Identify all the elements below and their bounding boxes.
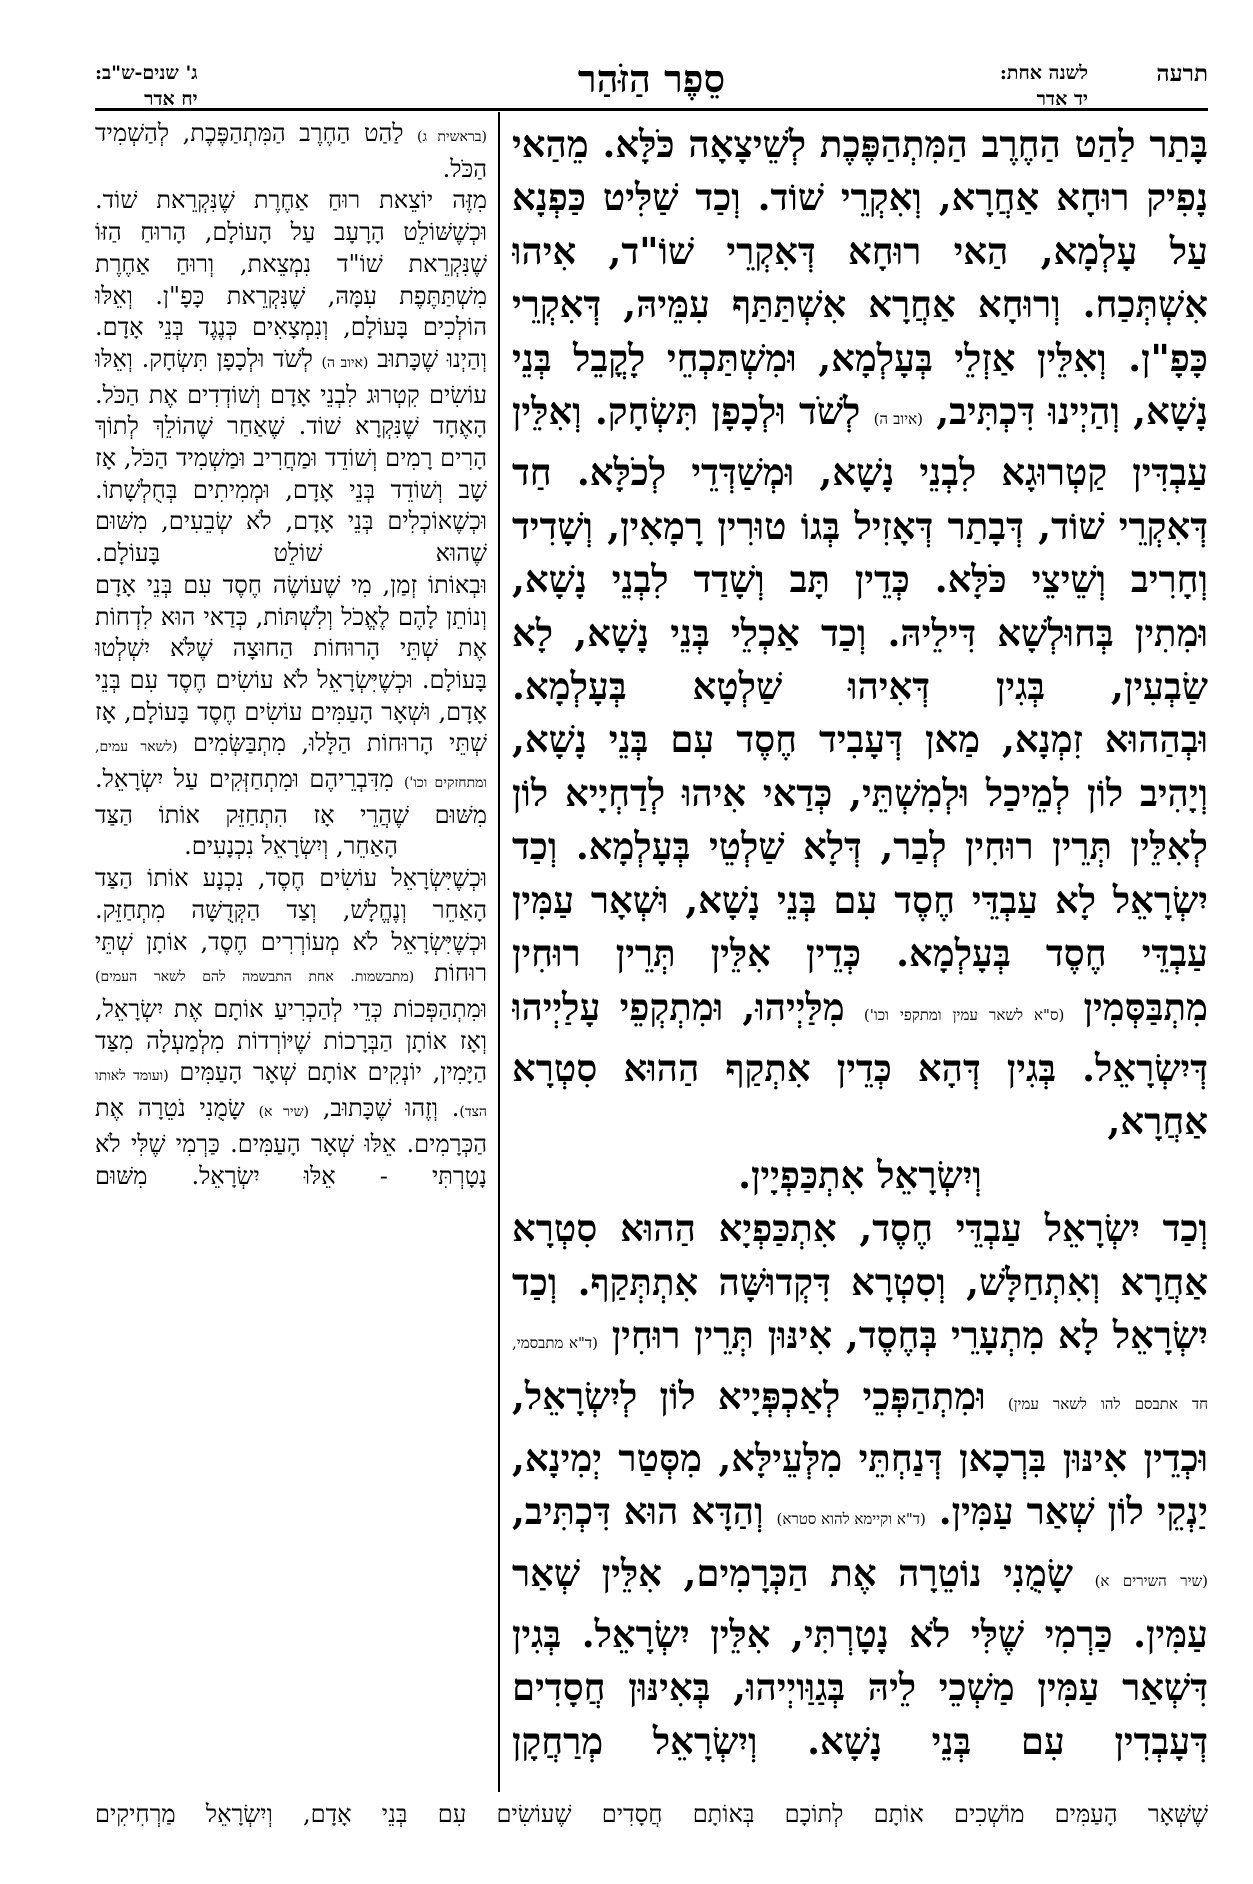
cycle-study-block <box>95 60 198 112</box>
column-divider <box>498 112 500 1792</box>
translation-continuation-line: שֶׁשְּׁאָר הָעַמִּים מוֹשְׁכִים אוֹתָם לְתוֹכָם בְּאוֹתָם חֲסָדִים שֶׁעוֹשִׂים עִם בְּנֵי אָדָם, וְיִשְׂרָאֵל מַרְחִיקִים <box>95 1800 1208 1828</box>
daily-study-label: לשנה אחת: <box>999 62 1088 84</box>
source-reference: (מתבשמות. אחת התבשמה להם לשאר העמים) <box>95 969 415 986</box>
page-header <box>95 56 1208 112</box>
hebrew-paragraph: (בראשית ג) לַהַט הַחֶרֶב הַמִּתְהַפֶּכֶת, לְהַשְׁמִיד הַכֹּל. <box>95 119 487 183</box>
hebrew-paragraph: מִזֶּה יוֹצֵאת רוּחַ אַחֶרֶת שֶׁנִּקְרֵאת שׁוֹד. וּכְשֶׁשּׁוֹלֵט הָרָעָב עַל הָעוֹלָם, הָרוּחַ הַזּוֹ שֶׁנִּקְרֵאת שׁוֹ"ד נִמְצֵאת, וְרוּחַ אַחֶרֶת מִשְׁתַּתֶּפֶת עִמָּהּ, שֶׁנִּקְרֵאת כָּפָ"ן. וְאֵלּוּ הוֹלְכִים בָּעוֹלָם, וְנִמְצָאִים כְּנֶגֶד בְּנֵי אָדָם. וְהַיְנוּ שֶׁכָּתוּב (איוב ה) לְשֹׁד וּלְכָפָן תִּשְׂחָק. וְאֵלּוּ עוֹשִׂים קִטְרוּג לִבְנֵי אָדָם וְשׁוֹדְדִים אֶת הַכֹּל. הָאֶחָד שֶׁנִּקְרָא שׁוֹד. שֶׁאַחַר שֶׁהוֹלֵךְ לְתוֹךְ הָרִים רָמִים וְשׁוֹדֵד וּמַחֲרִיב וּמַשְׁמִיד הַכֹּל, אָז שָׁב וְשׁוֹדֵד בְּנֵי אָדָם, וּמְמִיתִים בְּחֻלְשָׁתוֹ. וּכְשֶׁאוֹכְלִים בְּנֵי אָדָם, לֹא שְׂבֵעִים, מִשּׁוּם שֶׁהוּא שׁוֹלֵט בָּעוֹלָם. <box>95 186 487 568</box>
source-reference: (ועומד לאותו הצד) <box>95 1068 487 1121</box>
source-reference: (בראשית ג) <box>416 129 487 145</box>
source-reference: (ד"א מתבסמי, חד אתבסם להו לשאר עמין) <box>512 1333 1208 1414</box>
aramaic-main-column <box>512 118 1208 1798</box>
page-number: תרעה <box>1156 60 1208 87</box>
aramaic-paragraph: וְכַד יִשְׂרָאֵל עַבְדֵּי חֶסֶד, אִתְכַּפְיָא הַהוּא סִטְרָא אַחֲרָא וְאִתְחַלָּשׁ, וְסִטְרָא דִּקְדוּשָּׁה אִתְתְּקַף. וְכַד יִשְׂרָאֵל לָא מִתְעָרֵי בְּחֶסֶד, אִינּוּן תְּרֵין רוּחִין (ד"א מתבסמי, חד אתבסם להו לשאר עמין) וּמִתְהַפְּכֵי לְאַכְפְּיָיא לוֹן לְיִשְׂרָאֵל, וּכְדֵין אִינּוּן בִּרְכָאן דְּנַחְתֵּי מִלְּעֵילָּא, מִסְּטַר יְמִינָא, יַנְקֵי לוֹן שְׁאַר עַמִּין. (ד"א וקיימא להוא סטרא) וְהַדָּא הוּא דִּכְתִּיב, (שיר השירים א) שָׂמֻנִי נוֹטֵרָה אֶת הַכְּרָמִים, אִלֵּין שְׁאַר עַמִּין. כַּרְמִי שֶׁלִּי לֹא נָטָרְתִּי, אִלֵּין יִשְׂרָאֵל. בְּגִין דִּשְׁאַר עַמִּין מַשְׁכֵי לֵיהּ בְּגַוַּויְיהוּ, בְּאִינּוּן חֲסָדִים דְּעָבְדִין עִם בְּנֵי נָשָׁא. וְיִשְׂרָאֵל מְרַחֲקָן <box>512 1206 1208 1763</box>
daily-study-date: יד אדר <box>1036 88 1088 110</box>
aramaic-paragraph: וְיִשְׂרָאֵל אִתְכַּפְיָין. <box>738 1152 982 1197</box>
header-rule <box>95 108 1208 111</box>
source-reference: (ס"א לשאר עמין ומתקפי וכו') <box>863 1005 1065 1024</box>
hebrew-translation-column <box>95 118 487 1798</box>
source-reference: (איוב ה) <box>321 354 369 371</box>
source-reference: (איוב ה) <box>873 410 923 429</box>
hebrew-paragraph: וּכְשֶׁיִּשְׂרָאֵל עוֹשִׂים חֶסֶד, נִכְנָע אוֹתוֹ הַצַּד הָאַחֵר וְנֶחֱלָשׁ, וְצַד הַקְּדֻשָּׁה מִתְחַזֵּק. וּכְשֶׁיִּשְׂרָאֵל לֹא מְעוֹרְרִים חֶסֶד, אוֹתָן שְׁתֵּי רוּחוֹת (מתבשמות. אחת התבשמה להם לשאר העמים) וּמִתְהַפְּכוֹת כְּדֵי לְהַכְרִיעַ אוֹתָם אֶת יִשְׂרָאֵל, וְאָז אוֹתָן הַבְּרָכוֹת שֶׁיּוֹרְדוֹת מִלְמַעְלָה מִצַּד הַיָּמִין, יוֹנְקִים אוֹתָם שְׁאָר הָעַמִּים (ועומד לאותו הצד). וְזֶהוּ שֶׁכָּתוּב, (שיר א) שָׂמֻנִי נֹטֵרָה אֶת הַכְּרָמִים. אֵלּוּ שְׁאָר הָעַמִּים. כַּרְמִי שֶׁלִּי לֹא נָטָרְתִּי - אֵלּוּ יִשְׂרָאֵל. מִשּׁוּם <box>95 864 487 1190</box>
cycle-study-label: ג' שנים-ש"ב: <box>95 62 198 84</box>
aramaic-paragraph: בָּתַר לַהַט הַחֶרֶב הַמִּתְהַפֶּכֶת לְשֵׁיצָאָה כֹּלָּא. מֵהַאי נָפִיק רוּחָא אַחֲרָא, וְאִקְרֵי שׁוֹד. וְכַד שַׁלִּיט כַּפְנָא עַל עָלְמָא, הַאי רוּחָא דְּאִקְרֵי שׁוֹ"ד, אִיהוּ אִשְׁתְּכַח. וְרוּחָא אַחֲרָא אִשְׁתַּתַּף עִמֵּיהּ, דְּאִקְרֵי כָּפָ"ן. וְאִלֵּין אַזְלֵי בְּעָלְמָא, וּמִשְׁתַּכְחֵי לָקֳבֵל בְּנֵי נָשָׁא, וְהַיְינוּ דִּכְתִּיב, (איוב ה) לְשֹׁד וּלְכָפָן תִּשְׂחָק. וְאִלֵּין עַבְדִּין קַטְרוּגָא לִבְנֵי נָשָׁא, וּמְשַׁדְּדֵי לְכֹלָּא. חַד דְּאִקְרֵי שׁוֹד, דְּבָתַר דְּאָזִיל בְּגוֹ טוּרִין רָמָאִין, וְשָׁדִיד וְחָרִיב וְשֵׁיצֵי כֹּלָּא. כְּדֵין תָּב וְשָׁדַד לִבְנֵי נָשָׁא, וּמִתִין בְּחוּלְשָׁא דִּילֵיהּ. וְכַד אַכְלֵי בְּנֵי נָשָׁא, לָא שַׂבְעִין, בְּגִין דְּאִיהוּ שַׁלְטָא בְּעָלְמָא. <box>512 122 1208 709</box>
source-reference: (שיר א) <box>258 1104 309 1121</box>
source-reference: (ד"א וקיימא להוא סטרא) <box>776 1510 926 1529</box>
hebrew-paragraph: וּבְאוֹתוֹ זְמַן, מִי שֶׁעוֹשֶׂה חֶסֶד עִם בְּנֵי אָדָם וְנוֹתֵן לָהֶם לֶאֱכֹל וְלִשְׁתּוֹת, כְּדַאי הוּא לִדְחוֹת אֶת שְׁתֵּי הָרוּחוֹת הַחוּצָה שֶׁלֹּא יִשְׁלְטוּ בָּעוֹלָם. וּכְשֶׁיִּשְׂרָאֵל לֹא עוֹשִׂים חֶסֶד עִם בְּנֵי אָדָם, וּשְׁאָר הָעַמִּים עוֹשִׂים חֶסֶד בָּעוֹלָם, אָז שְׁתֵּי הָרוּחוֹת הַלָּלוּ, מִתְבַּשְּׂמִים (לשאר עמים, ומתחזקים וכו') מִדִּבְרֵיהֶם וּמִתְחַזְּקִים עַל יִשְׂרָאֵל. מִשּׁוּם שֶׁהֲרֵי אָז הִתְחַזֵּק אוֹתוֹ הַצַּד <box>95 570 487 829</box>
source-reference: (שיר השירים א) <box>1094 1571 1208 1590</box>
cycle-study-date: יח אדר <box>144 88 198 110</box>
book-title: סֵפֶר הַזֹּהַר <box>577 56 726 101</box>
hebrew-paragraph: הָאַחֵר, וְיִשְׂרָאֵל נִכְנָעִים. <box>184 832 398 861</box>
aramaic-paragraph: וּבְהַהוּא זִמְנָא, מַאן דְּעָבִיד חֶסֶד עִם בְּנֵי נָשָׁא, וְיָהִיב לוֹן לְמֵיכַל וּלְמִשְׁתֵּי, כְּדַאי אִיהוּ לְדַחְיָיא לוֹן לְאִלֵּין תְּרֵין רוּחִין לְבַר, דְּלָא שַׁלְטֵי בְּעָלְמָא. וְכַד יִשְׂרָאֵל לָא עַבְדֵּי חֶסֶד עִם בְּנֵי נָשָׁא, וּשְׁאָר עַמִּין עַבְדֵּי חֶסֶד בְּעָלְמָא. כְּדֵין אִלֵּין תְּרֵין רוּחִין מִתְבַּסְּמִין (ס"א לשאר עמין ומתקפי וכו') מִלַּיְיהוּ, וּמִתְקְפֵי עָלַיְיהוּ דְּיִשְׂרָאֵל. בְּגִין דְּהָא כְּדֵין אִתְקַף הַהוּא סִטְרָא אַחֲרָא, <box>512 717 1208 1144</box>
source-reference: (לשאר עמים, ומתחזקים וכו') <box>95 739 487 792</box>
